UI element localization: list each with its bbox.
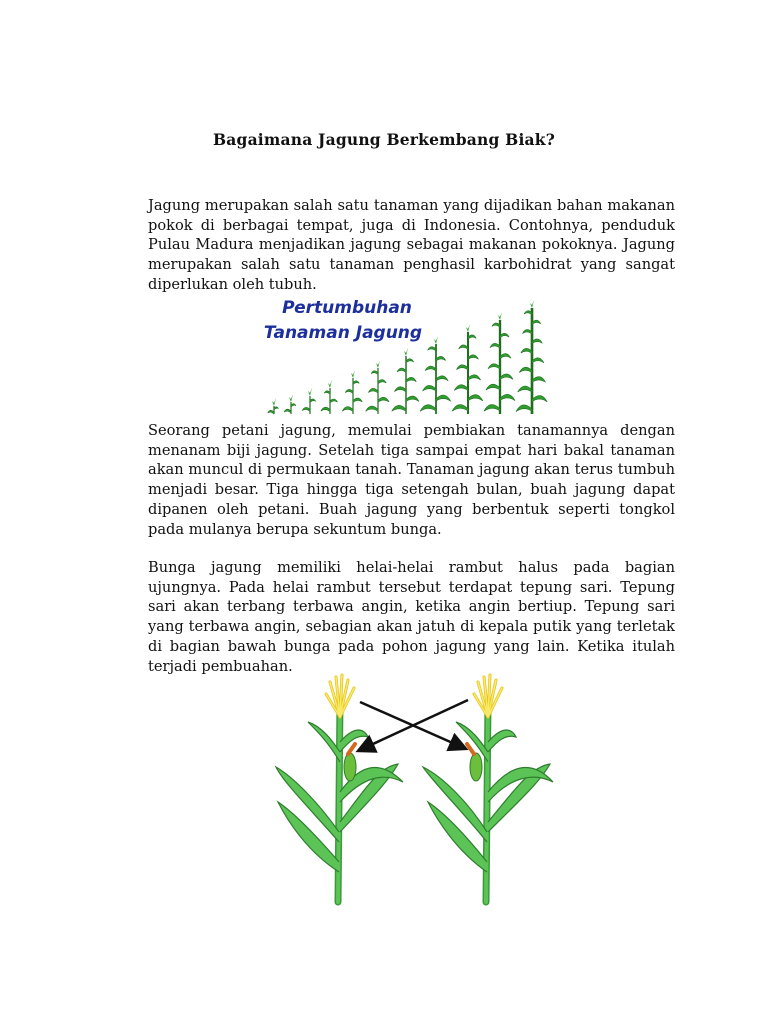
growth-stage-plant xyxy=(284,394,296,414)
corn-growth-illustration xyxy=(258,292,558,418)
corn-plant-left xyxy=(276,675,403,902)
growth-stage-plant xyxy=(321,380,338,414)
paragraph-planting: Seorang petani jagung, memulai pembiakan tanamannya dengan menanam biji jagung. Setelah tiga sampai empat hari bakal tanaman akan muncul di permukaan tanah. Tanaman jagung akan terus tumbuh menjadi besar. Tiga hingga tiga setengah bulan, buah jagung dapat dipanen oleh petani. Buah jagung yang berbentuk seperti tongkol pada mulanya berupa sekuntum bunga. xyxy=(148,422,675,538)
growth-stage-plant xyxy=(302,388,316,414)
corn-plant-right xyxy=(423,675,553,902)
growth-title-line2: Tanaman Jagung xyxy=(263,323,423,343)
tassel-left xyxy=(326,675,354,717)
growth-title-line1: Pertumbuhan xyxy=(282,298,412,318)
corn-pollination-illustration xyxy=(268,672,560,908)
growth-stage-plant xyxy=(452,324,483,414)
growth-stage-plant xyxy=(342,370,362,414)
paragraph-pollination: Bunga jagung memiliki helai-helai rambut halus pada bagian ujungnya. Pada helai rambut tersebut terdapat tepung sari. Tepung sari akan terbang terbawa angin, ketika angin bertiup. Tepung sari yang terbawa angin, sebagian akan jatuh di kepala putik yang terletak di bagian bawah bunga pada pohon jagung yang lain. Ketika itulah terjadi pembuahan. xyxy=(148,559,675,675)
growth-stage-plant xyxy=(484,312,515,414)
tassel-right xyxy=(474,675,502,717)
growth-stage-plant xyxy=(268,398,279,414)
page-title: Bagaimana Jagung Berkembang Biak? xyxy=(212,130,556,149)
growth-stage-plant xyxy=(516,300,547,414)
growth-stage-plant xyxy=(392,348,419,414)
growth-stage-plant xyxy=(366,360,389,414)
pollination-graphic xyxy=(268,672,560,908)
pollen-arrows xyxy=(360,700,468,750)
growth-stage-plant xyxy=(420,336,451,414)
paragraph-intro: Jagung merupakan salah satu tanaman yang dijadikan bahan makanan pokok di berbagai tempat, juga di Indonesia. Contohnya, penduduk Pulau Madura menjadikan jagung sebagai makanan pokoknya. Jagung merupakan salah satu tanaman penghasil karbohidrat yang sangat diperlukan oleh tubuh. xyxy=(148,197,675,293)
